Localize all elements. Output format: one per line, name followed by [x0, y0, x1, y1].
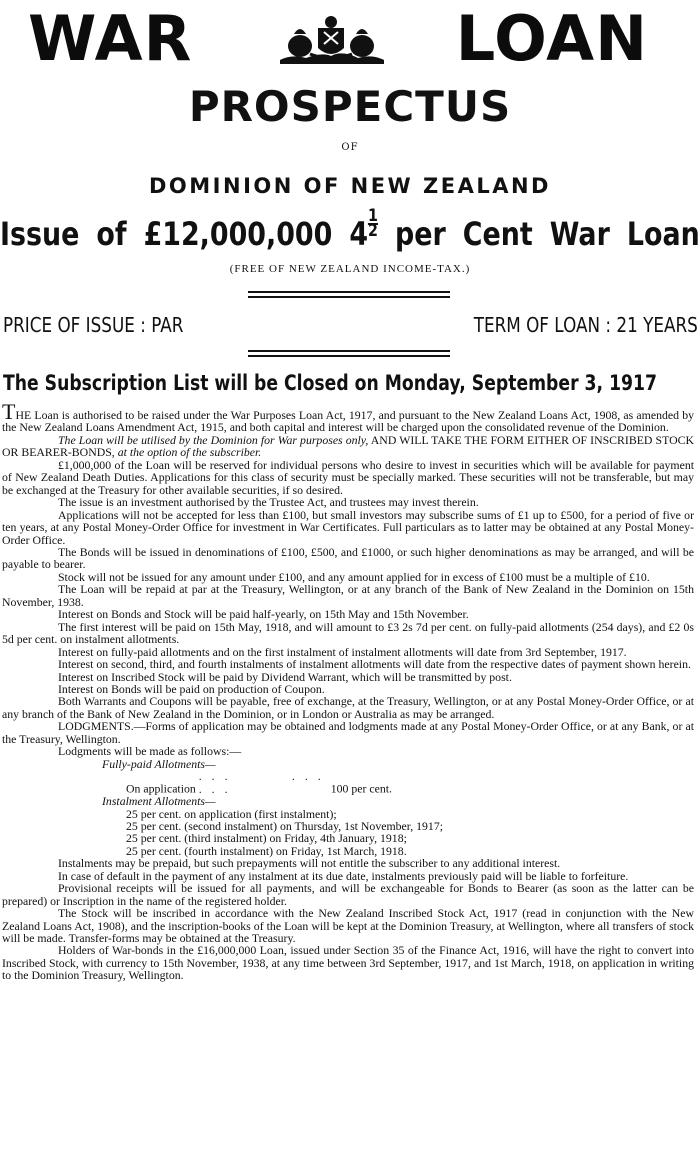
fully-paid-row: On application ... ... ... 100 per cent. [126, 769, 392, 796]
instalment-row: 25 per cent. (second instalment) on Thursday, 1st November, 1917; [126, 818, 443, 833]
paragraph: Interest on second, third, and fourth instalments of instalment allotments will date from the respective dates of payment shown herein. [58, 657, 691, 672]
paragraph: £1,000,000 of the Loan will be reserved for individual persons who desire to invest in securities which will be available for payment of New Zealand Death Duties. Applications for this class of security must be specially marked. These securities will not be transferable, but may be exchanged at the Treasury for other available securities, if so desired. [2, 457, 694, 497]
instalment-row: 25 per cent. on application (first instalment); [126, 806, 337, 821]
title-connector: OF [341, 142, 359, 153]
issuer-name: DOMINION OF NEW ZEALAND [149, 174, 551, 198]
paragraph: Interest on fully-paid allotments and on the first instalment of instalment allotments will date from 3rd September, 1917. [58, 644, 627, 659]
divider-rule [248, 296, 450, 298]
issue-suffix: per Cent War Loan [395, 215, 700, 253]
masthead-word-war: WAR [28, 2, 193, 75]
issue-headline [0, 206, 700, 256]
paragraph: The Loan will be repaid at par at the Treasury, Wellington, or at any branch of the Bank of New Zealand in the Dominion on 15th November, 1938. [2, 582, 694, 609]
paragraph: Both Warrants and Coupons will be payable, free of exchange, at the Treasury, Wellington, or at any Postal Money-Order Office, or at any branch of the Bank of New Zealand in the Dominion, or in London or Australia as may be arranged. [2, 694, 694, 721]
instalment-row: 25 per cent. (third instalment) on Friday, 4th January, 1918; [126, 831, 407, 846]
paragraph: Interest on Bonds and Stock will be paid half-yearly, on 15th May and 15th November. [58, 607, 469, 622]
term-of-loan: TERM OF LOAN : 21 YEARS [473, 313, 698, 337]
terms-row [0, 310, 700, 340]
closing-notice: The Subscription List will be Closed on Monday, September 3, 1917 [3, 371, 658, 395]
masthead [0, 0, 700, 82]
paragraph: Interest on Bonds will be paid on production of Coupon. [58, 681, 325, 696]
drop-cap: T [2, 399, 16, 424]
paragraph: Stock will not be issued for any amount under £100, and any amount applied for in excess of £100 must be a multiple of £10. [58, 569, 650, 584]
instalment-row: 25 per cent. (fourth instalment) on Friday, 1st March, 1918. [126, 843, 407, 858]
masthead-word-loan: LOAN [455, 2, 648, 75]
divider-rule [248, 291, 450, 293]
paragraph: Interest on Inscribed Stock will be paid by Dividend Warrant, which will be transmitted by post. [58, 669, 512, 684]
paragraph: The Bonds will be issued in denominations of £100, £500, and £1000, or such higher denominations as may be arranged, and will be payable to bearer. [2, 544, 694, 572]
paragraph: The first interest will be paid on 15th May, 1918, and will amount to £3 2s 7d per cent. on fully-paid allotments (254 days), and £2 0s 5d per cent. on instalment allotments. [2, 619, 694, 647]
paragraph: Instalments may be prepaid, but such prepayments will not entitle the subscriber to any additional interest. [58, 856, 561, 871]
coat-of-arms-icon [272, 14, 390, 66]
paragraph: The issue is an investment authorised by the Trustee Act, and trustees may invest therein. [58, 495, 479, 510]
paragraph: Applications will not be accepted for less than £100, but small investors may subscribe sums of £1 up to £500, for a period of five or ten years, at any Postal Money-Order Office for investment in War Certificates. Full particulars as to latter may be obtained at any Postal Money-Order Office. [2, 507, 694, 547]
tax-note: (FREE OF NEW ZEALAND INCOME-TAX.) [229, 263, 471, 275]
prospectus-body [2, 399, 694, 983]
paragraph: The Stock will be inscribed in accordance with the New Zealand Inscribed Stock Act, 1917 (read in conjunction with the New Zealand Loans Act, 1908), and the inscription-books of the Loan will be kept at the Dominion Treasury, at Wellington, where all transfers of stock will be made. Transfer-forms may be obtained at the Treasury. [2, 906, 694, 946]
page-title: PROSPECTUS [188, 82, 512, 131]
paragraph: Provisional receipts will be issued for all payments, and will be exchangeable for Bonds to Bearer (as soon as the latter can be prepared) or Inscription in the name of the registered holder. [2, 881, 694, 908]
paragraph: Lodgments will be made as follows:— [58, 744, 242, 759]
fully-paid-label: Fully-paid Allotments— [102, 756, 216, 771]
lodgment-schedule [2, 758, 694, 858]
paragraph: Holders of War-bonds in the £16,000,000 Loan, issued under Section 35 of the Finance Act, 1916, will have the right to convert into Inscribed Stock, with currency to 15th November, 1938, at any time between 3rd September, 1917, and 1st March, 1918, on application in writing to the Dominion Treasury, Wellington. [2, 943, 694, 983]
issue-prefix: Issue of £12,000,000 4 [0, 215, 369, 253]
divider-rule [248, 355, 450, 357]
paragraph: LODGMENTS.—Forms of application may be obtained and lodgments made at any Postal Money-Order Office, or at any Bank, or at the Treasury, Wellington. [2, 719, 694, 746]
instalment-label: Instalment Allotments— [102, 794, 216, 809]
paragraph: THE Loan is authorised to be raised under the War Purposes Loan Act, 1917, and pursuant to the New Zealand Loans Act, 1908, as amended by the New Zealand Loans Amendment Act, 1915, and both capital and interest will be charged upon the consolidated revenue of the Dominion. [2, 399, 694, 435]
interest-fraction: $\frac{1}{2}$ [368, 206, 378, 241]
paragraph: The Loan will be utilised by the Dominion for War purposes only, AND WILL TAKE THE FORM EITHER OF INSCRIBED STOCK OR BEARER-BONDS, at the option of the subscriber. [2, 432, 694, 460]
divider-rule [248, 350, 450, 352]
price-of-issue: PRICE OF ISSUE : PAR [3, 313, 184, 337]
paragraph: In case of default in the payment of any instalment at its due date, instalments previously paid will be liable to forfeiture. [58, 868, 629, 883]
